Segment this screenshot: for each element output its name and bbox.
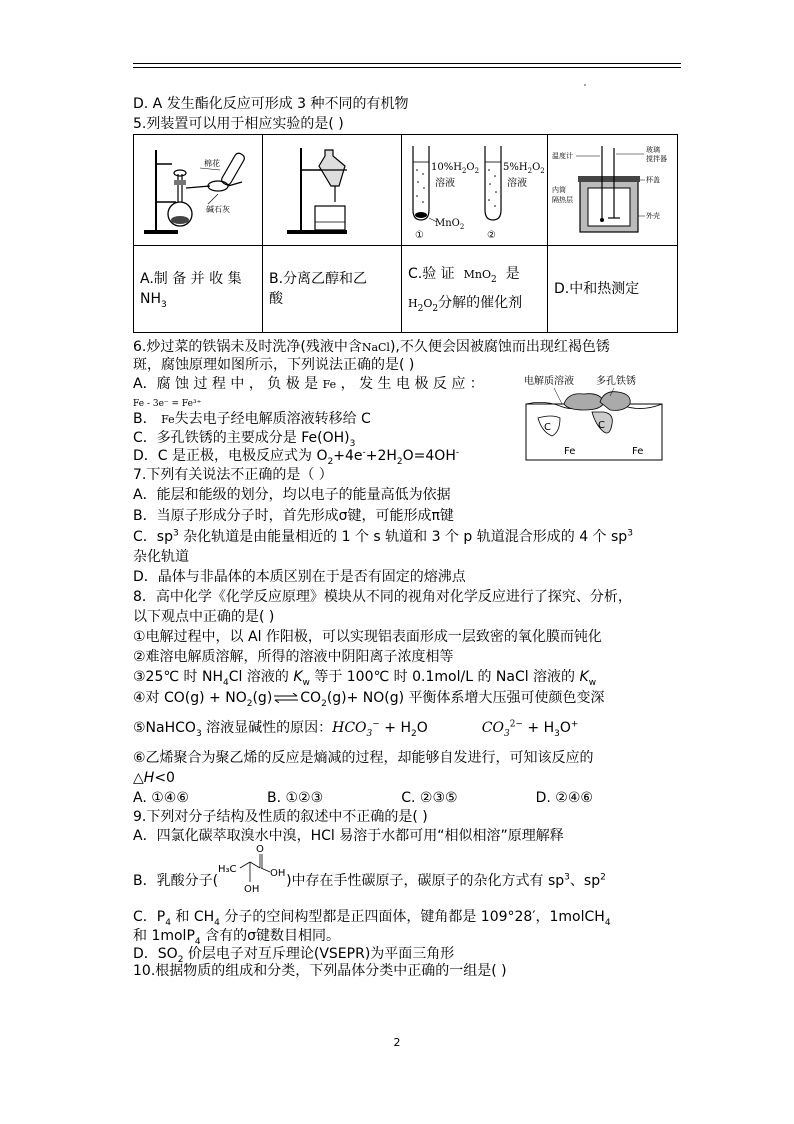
q5-cell-d-figure	[548, 135, 678, 246]
porous-rust-label: 多孔铁锈	[596, 376, 636, 387]
tube1-number: ①	[414, 230, 424, 240]
page-number: 2	[393, 1036, 401, 1049]
q7-option-b: B．当原子形成分子时，首先形成σ键，可能形成π键	[133, 508, 454, 524]
q8-statement-2: ②难溶电解质溶解，所得的溶液中阴阳离子浓度相等	[133, 649, 454, 665]
q9-option-a: A．四氯化碳萃取溴水中溴，HCl 易溶于水都可用“相似相溶”原理解释	[133, 828, 564, 844]
svg-text:O: O	[256, 844, 264, 855]
q8-stem-line2: 以下观点中正确的是( )	[133, 609, 275, 625]
q8-statement-4: ④对 $CO(g) + NO_2(g)$ $CO_2(g)+ NO(g)$ 平衡体系增大压强可使颜色变深	[133, 690, 605, 709]
svg-text:OH: OH	[244, 884, 260, 894]
q8-option-c[interactable]: C. ②③⑤	[401, 790, 458, 806]
q9-option-c-line1: C．$P_4$ 和 $CH_4$ 分子的空间构型都是正四面体，键角都是 109°28′，1molCH$_4$	[133, 909, 611, 928]
lactic-acid-structure-figure	[218, 842, 286, 894]
tube2-number: ②	[486, 230, 496, 240]
q4-option-d: D. A 发生酯化反应可形成 3 种不同的有机物	[133, 96, 409, 112]
carbon-label-right: C	[598, 420, 605, 431]
q7-option-a: A．能层和能级的划分，均以电子的能量高低为依据	[133, 487, 451, 503]
q8-option-a[interactable]: A. ①④⑥	[133, 790, 189, 806]
header-rule-thin	[133, 67, 681, 68]
iron-label-left: Fe	[564, 446, 576, 457]
inner-vessel-label: 内筒	[552, 186, 566, 194]
equilibrium-arrow-icon-2	[432, 723, 478, 733]
h2o2-test-tubes-figure	[405, 140, 545, 240]
separatory-funnel-figure	[267, 140, 397, 240]
insulation-label: 隔热层	[552, 196, 573, 204]
q10-stem: 10.根据物质的组成和分类，下列晶体分类中正确的一组是( )	[133, 963, 507, 979]
q6-stem-line1: 6.炒过菜的铁锅未及时洗净(残液中含NaCl),不久便会因被腐蚀而出现红褐色锈	[133, 339, 610, 355]
tube2-solution-label: 溶液	[506, 178, 527, 189]
thermometer-label: 温度计	[552, 152, 573, 160]
q5-caption-c: C.验 证 MnO$_2$ 是 $H_2O_2$分解的催化剂	[402, 246, 548, 333]
q5-cell-b-figure	[263, 135, 402, 246]
q5-caption-b: B.分离乙醇和乙 酸	[263, 246, 402, 333]
q5-cell-a-figure	[134, 135, 263, 246]
q5-apparatus-table	[133, 134, 678, 333]
soda-lime-label: 碱石灰	[206, 205, 230, 214]
svg-text:5%H2O2: $5\%H_2O_2$	[502, 162, 545, 175]
q9-option-d: D．$SO_2$ 价层电子对互斥理论(VSEPR)为平面三角形	[133, 946, 455, 965]
q7-option-c-line2: 杂化轨道	[133, 549, 189, 565]
q8-options	[133, 789, 593, 807]
q6-option-b: B． Fe失去电子经电解质溶液转移给 C	[133, 411, 371, 427]
q6-option-a-equation: Fe - 3e⁻ = Fe³⁺	[133, 399, 202, 409]
q6-option-d: D．C 是正极，电极反应式为 $O_2+4e^-+2H_2O=4OH^-$	[133, 447, 460, 467]
tube1-solution-label: 溶液	[434, 178, 455, 189]
scan-speck	[584, 84, 586, 86]
q8-statement-1: ①电解过程中，以 Al 作阳极，可以实现铝表面形成一层致密的氧化膜而钝化	[133, 629, 602, 645]
q9-option-c-line2: 和 1molP$_4$ 含有的σ键数目相同。	[133, 928, 340, 947]
q6-option-c: C．多孔铁锈的主要成分是 $Fe(OH)_3$	[133, 430, 356, 449]
iron-label-right: Fe	[632, 446, 644, 457]
q8-option-b[interactable]: B. ①②③	[266, 790, 324, 806]
equilibrium-arrow-icon	[273, 693, 299, 703]
q8-statement-3: ③25℃ 时 $NH_4Cl$ 溶液的 $K_w$ 等于 100℃ 时 0.1mol/L 的 NaCl 溶液的 $K_w$	[133, 669, 597, 688]
lid-label: 杯盖	[646, 176, 660, 184]
q8-statement-5: ⑤NaHCO$_3$ 溶液显碱性的原因：$HCO_3^- + H_2O$ $CO_3^{2-} + H_3O^+$	[133, 719, 579, 739]
stirrer-label: 搅拌器	[646, 155, 667, 163]
ammonia-apparatus-figure	[138, 140, 258, 240]
q6-option-a: A．腐 蚀 过 程 中 ， 负 极 是 Fe ， 发 生 电 极 反 应 ：	[133, 376, 484, 392]
q9-stem: 9.下列对分子结构及性质的叙述中不正确的是( )	[133, 809, 428, 825]
electrolyte-label: 电解质溶液	[524, 376, 574, 387]
svg-text:H₃C: H₃C	[218, 864, 237, 875]
q8-option-d[interactable]: D. ②④⑥	[535, 790, 593, 806]
glass-label: 玻璃	[646, 146, 660, 154]
q7-option-d: D．晶体与非晶体的本质区别在于是否有固定的熔沸点	[133, 569, 466, 585]
header-rule-thick	[133, 63, 681, 64]
svg-text:10%H2O2: $10\%H_2O_2$	[430, 162, 479, 175]
q5-cell-c-figure	[402, 135, 548, 246]
calorimeter-figure	[550, 140, 675, 240]
q8-statement-6-line2: △H<0	[133, 770, 175, 786]
q5-caption-a: A.制 备 并 收 集 $NH_3$	[134, 246, 263, 333]
corrosion-figure	[524, 374, 664, 462]
q5-caption-d: D.中和热测定	[548, 246, 678, 333]
q9-option-b: B．乳酸分子( H₃C O OH OH )中存在手性碳原子，碳原子的杂化方式有 $sp^3$、$sp^2$	[133, 844, 606, 894]
q6-stem-line2: 斑，腐蚀原理如图所示，下列说法正确的是( )	[133, 357, 415, 373]
q8-stem-line1: 8．高中化学《化学反应原理》模块从不同的视角对化学反应进行了探究、分析，	[133, 589, 632, 605]
svg-text:OH: OH	[270, 868, 286, 879]
carbon-label-left: C	[544, 422, 551, 433]
q7-option-c-line1: C．$sp^3$ 杂化轨道是由能量相近的 1 个 s 轨道和 3 个 p 轨道混合形成的 4 个 $sp^3$	[133, 528, 633, 545]
q8-statement-6-line1: ⑥乙烯聚合为聚乙烯的反应是熵减的过程，却能够自发进行，可知该反应的	[133, 750, 594, 766]
cotton-label: 棉花	[204, 159, 220, 168]
outer-shell-label: 外壳	[646, 212, 660, 220]
q7-stem: 7.下列有关说法不正确的是（ ）	[133, 467, 333, 483]
q5-stem: 5.列装置可以用于相应实验的是( )	[133, 116, 344, 132]
svg-text:MnO2: MnO$_2$	[434, 218, 464, 231]
